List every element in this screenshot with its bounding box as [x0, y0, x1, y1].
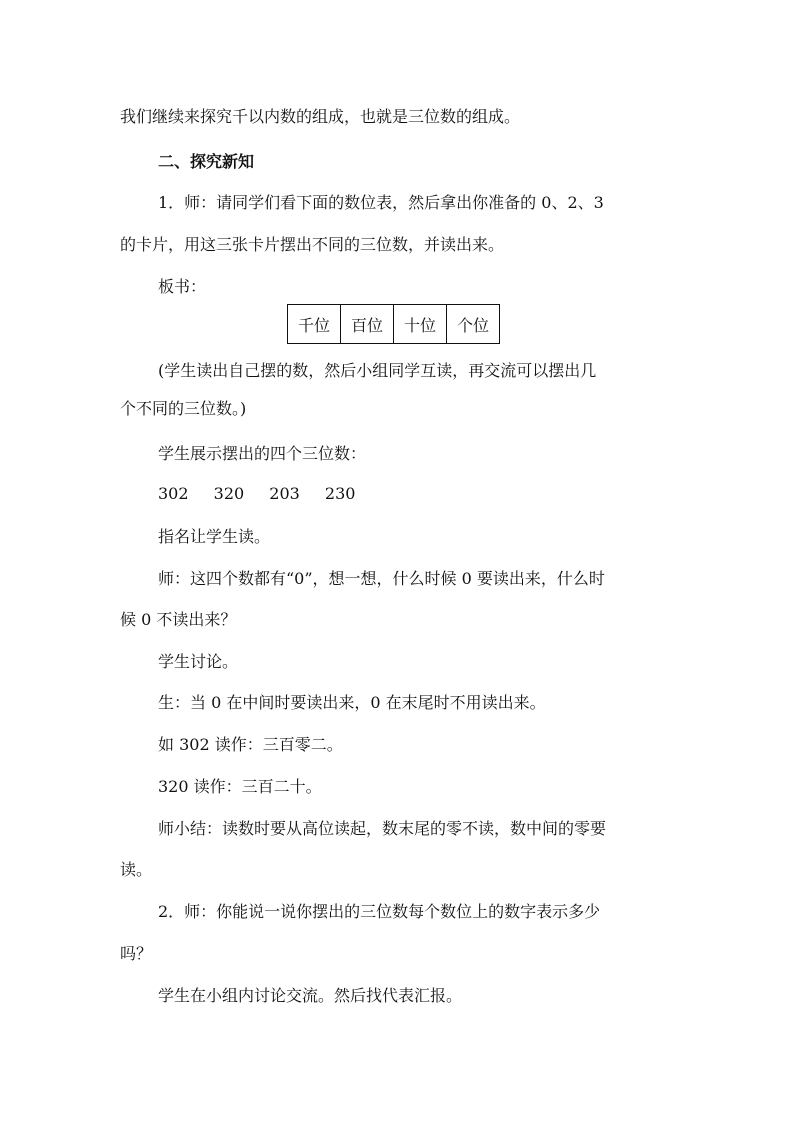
place-cell-tens: 十位: [394, 305, 447, 344]
place-cell-thousands: 千位: [288, 305, 341, 344]
student-answer: 生：当 0 在中间时要读出来，0 在末尾时不用读出来。: [158, 693, 546, 712]
place-cell-hundreds: 百位: [341, 305, 394, 344]
read-instruction: 指名让学生读。: [158, 527, 271, 546]
question-line2: 候 0 不读出来？: [120, 610, 237, 629]
item1-line2: 的卡片，用这三张卡片摆出不同的三位数，并读出来。: [120, 235, 505, 254]
number-item: 230: [324, 484, 356, 503]
group-discussion: 学生在小组内讨论交流。然后找代表汇报。: [158, 986, 463, 1005]
example-302: 如 302 读作：三百零二。: [158, 735, 343, 754]
place-cell-ones: 个位: [447, 305, 500, 344]
question-line1: 师：这四个数都有“0”，想一想，什么时候 0 要读出来，什么时: [158, 569, 605, 588]
number-item: 320: [213, 484, 245, 503]
intro-paragraph: 我们继续来探究千以内数的组成，也就是三位数的组成。: [120, 107, 521, 126]
board-label: 板书：: [158, 277, 207, 296]
summary-line1: 师小结：读数时要从高位读起，数末尾的零不读，数中间的零要: [158, 819, 607, 838]
number-item: 203: [269, 484, 300, 503]
number-item: 302: [158, 484, 189, 503]
item2-line1: 2．师：你能说一说你摆出的三位数每个数位上的数字表示多少: [158, 902, 601, 921]
item2-line2: 吗？: [120, 944, 153, 963]
display-intro: 学生展示摆出的四个三位数：: [158, 444, 367, 463]
item1-line1: 1．师：请同学们看下面的数位表，然后拿出你准备的 0、2、3: [158, 193, 604, 212]
place-value-row: [288, 305, 500, 344]
discussion-text: 学生讨论。: [158, 652, 239, 671]
section-heading: 二、探究新知: [158, 152, 255, 171]
note-line2: 个不同的三位数。): [120, 399, 247, 418]
example-320: 320 读作：三百二十。: [158, 777, 322, 796]
number-list: [158, 483, 718, 505]
summary-line2: 读。: [120, 860, 153, 879]
place-value-table: [287, 304, 500, 344]
note-line1: (学生读出自己摆的数，然后小组同学互读，再交流可以摆出几: [158, 361, 597, 380]
